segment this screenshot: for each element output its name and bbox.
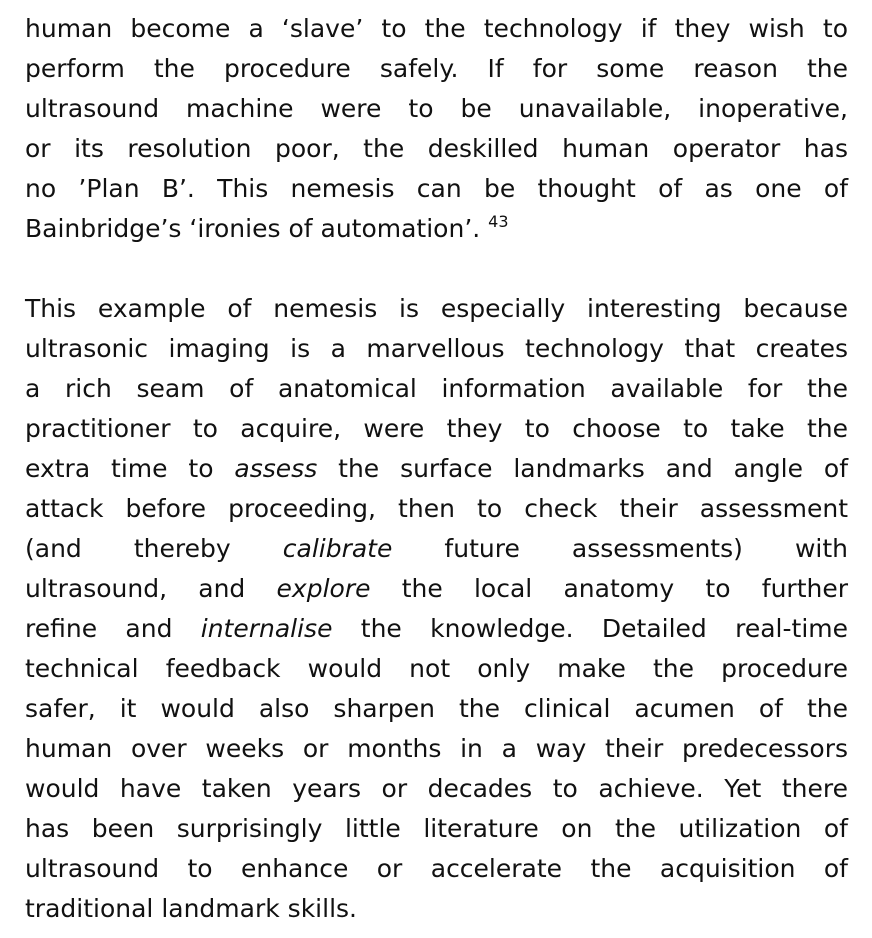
- text-line: [25, 289, 848, 329]
- text-line: [25, 9, 848, 49]
- text-line: [25, 609, 848, 649]
- text-segment: no ’Plan B’. This nemesis can be thought of as one of: [25, 174, 848, 203]
- text-segment: the surface landmarks and angle of: [317, 454, 848, 483]
- text-segment: This example of nemesis is especially interesting because: [25, 294, 848, 323]
- text-segment: extra time to: [25, 454, 235, 483]
- italic-text: calibrate: [282, 534, 393, 563]
- text-segment: attack before proceeding, then to check their assessment: [25, 494, 848, 523]
- text-segment: a rich seam of anatomical information available for the: [25, 374, 848, 403]
- text-segment: ultrasound machine were to be unavailable, inoperative,: [25, 94, 848, 123]
- italic-text: explore: [276, 574, 371, 603]
- paragraph-2: [25, 289, 848, 929]
- text-line: [25, 129, 848, 169]
- text-segment: ultrasound, and: [25, 574, 277, 603]
- text-segment: ultrasonic imaging is a marvellous technology that creates: [25, 334, 848, 363]
- text-segment: human become a ‘slave’ to the technology if they wish to: [25, 14, 848, 43]
- text-line: [25, 329, 848, 369]
- text-line: [25, 649, 848, 689]
- text-line: [25, 769, 848, 809]
- text-line: [25, 689, 848, 729]
- italic-text: assess: [234, 454, 318, 483]
- text-line: [25, 729, 848, 769]
- paragraph-1: [25, 9, 848, 249]
- text-segment: practitioner to acquire, were they to choose to take the: [25, 414, 848, 443]
- text-line: [25, 449, 848, 489]
- text-line: [25, 369, 848, 409]
- text-segment: human over weeks or months in a way their predecessors: [25, 734, 848, 763]
- text-line: [25, 169, 848, 209]
- paragraph-gap: [25, 249, 848, 289]
- text-line: [25, 529, 848, 569]
- text-segment: (and thereby: [25, 534, 283, 563]
- text-segment: perform the procedure safely. If for some reason the: [25, 54, 848, 83]
- text-segment: technical feedback would not only make the procedure: [25, 654, 848, 683]
- text-segment: ultrasound to enhance or accelerate the acquisition of: [25, 854, 848, 883]
- text-line: [25, 49, 848, 89]
- text-line: [25, 809, 848, 849]
- text-line: [25, 569, 848, 609]
- text-segment: or its resolution poor, the deskilled human operator has: [25, 134, 848, 163]
- footnote-reference[interactable]: 43: [488, 212, 509, 231]
- text-segment: traditional landmark skills.: [25, 894, 357, 923]
- text-segment: the knowledge. Detailed real-time: [332, 614, 848, 643]
- document-page: [25, 9, 848, 929]
- text-line: [25, 849, 848, 889]
- text-line: [25, 489, 848, 529]
- text-line: [25, 889, 848, 929]
- text-segment: would have taken years or decades to achieve. Yet there: [25, 774, 848, 803]
- text-line: [25, 89, 848, 129]
- italic-text: internalise: [200, 614, 333, 643]
- text-segment: future assessments) with: [392, 534, 848, 563]
- text-segment: Bainbridge’s ‘ironies of automation’.: [25, 214, 489, 243]
- text-segment: safer, it would also sharpen the clinical acumen of the: [25, 694, 848, 723]
- text-segment: the local anatomy to further: [370, 574, 848, 603]
- text-line: [25, 209, 848, 249]
- text-segment: refine and: [25, 614, 201, 643]
- text-segment: has been surprisingly little literature on the utilization of: [25, 814, 848, 843]
- text-line: [25, 409, 848, 449]
